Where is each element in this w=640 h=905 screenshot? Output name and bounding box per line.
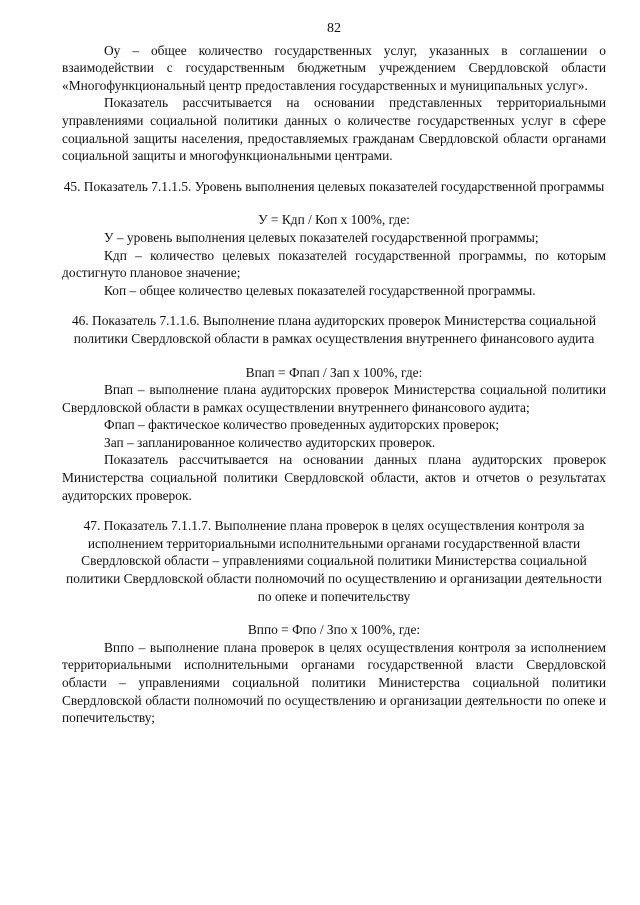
document-body	[62, 42, 606, 727]
section-heading: Вппо = Фпо / Зпо x 100%, где:	[247, 622, 421, 638]
paragraph: Кдп – количество целевых показателей государственной программы, по которым достигнуто плановое значение;	[62, 247, 606, 281]
paragraph: У – уровень выполнения целевых показателей государственной программы;	[104, 229, 539, 245]
section-heading: 45. Показатель 7.1.1.5. Уровень выполнения целевых показателей государственной программы	[63, 178, 605, 194]
paragraph: Показатель рассчитывается на основании данных плана аудиторских проверок Министерства социальной политики Свердловской области, актов и отчетов о результатах аудиторских проверок.	[62, 452, 606, 503]
paragraph: Оу – общее количество государственных услуг, указанных в соглашении о взаимодействии с государственным бюджетным учреждением Свердловской области «Многофункциональный центр предоставления государственных и муниципальных услуг».	[62, 42, 606, 93]
paragraph: Фпап – фактическое количество проведенных аудиторских проверок;	[104, 417, 500, 433]
section-heading: Впап = Фпап / Зап x 100%, где:	[245, 364, 423, 380]
paragraph: Показатель рассчитывается на основании представленных территориальными управлениями социальной политики данных о количестве государственных услуг в сфере социальной защиты населения, предоставляемых гражданам Свердловской области органами социальной защиты и многофункциональными центрами.	[62, 95, 606, 164]
section-heading: 47. Показатель 7.1.1.7. Выполнение плана проверок в целях осуществления контроля за исполнением территориальными исполнительными органами государственной власти Свердловской области – управлениями социальной политики Министерства социальной политики Свердловской области полномочий по осуществлению и организации деятельности по опеке и попечительству	[66, 518, 602, 604]
paragraph: Вппо – выполнение плана проверок в целях осуществления контроля за исполнением территориальными исполнительными органами государственной власти Свердловской области – управлениями социальной политики Министерства социальной политики Свердловской области полномочий по осуществлению и организации деятельности по опеке и попечительству;	[62, 639, 606, 726]
paragraph: Впап – выполнение плана аудиторских проверок Министерства социальной политики Свердловской области в рамках осуществлении внутреннего финансового аудита;	[62, 382, 606, 415]
section-heading: У = Кдп / Коп x 100%, где:	[258, 212, 410, 228]
paragraph: Коп – общее количество целевых показателей государственной программы.	[104, 282, 536, 298]
paragraph: Зап – запланированное количество аудиторских проверок.	[104, 434, 436, 450]
section-heading: 46. Показатель 7.1.1.6. Выполнение плана аудиторских проверок Министерства социальной политики Свердловской области в рамках осуществления внутреннего финансового аудита	[71, 313, 597, 346]
page-number: 82	[327, 21, 341, 36]
